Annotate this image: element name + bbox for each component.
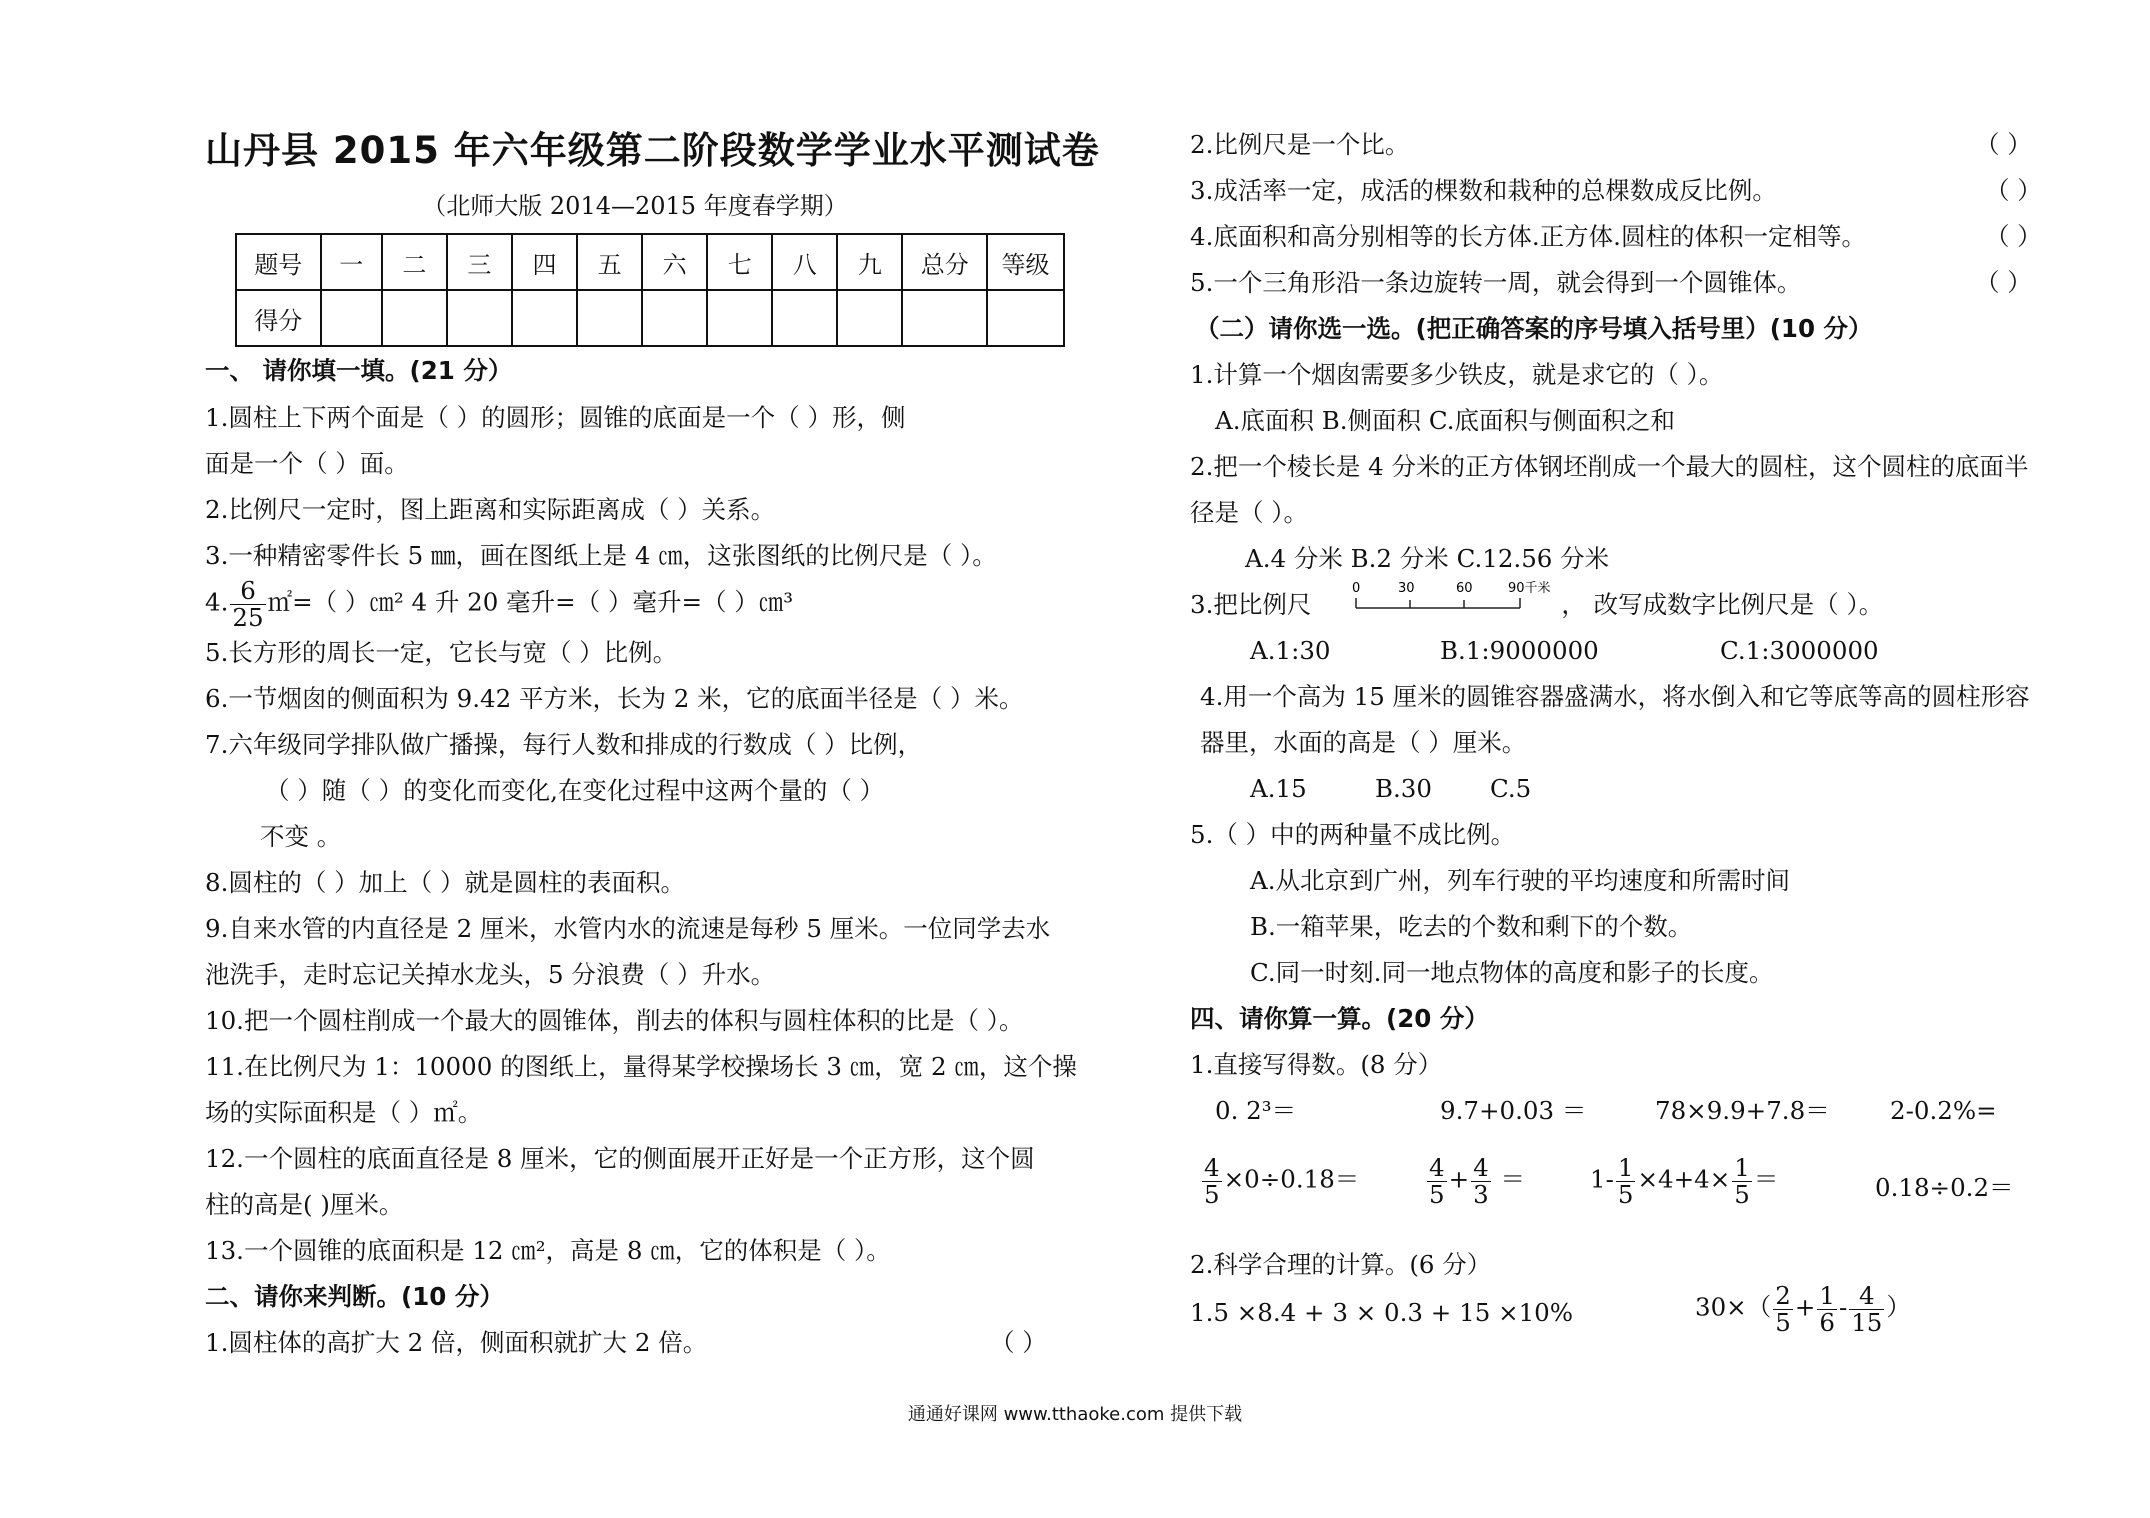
section-1-title: 一、 请你填一填。(21 分） <box>205 356 513 385</box>
question-line: 13.一个圆锥的底面积是 12 ㎝²，高是 8 ㎝，它的体积是（ ）。 <box>205 1236 891 1265</box>
score-table <box>235 233 1065 347</box>
score-cell: 五 <box>577 234 642 290</box>
score-input-cell[interactable] <box>837 290 902 346</box>
question-line: 池洗手，走时忘记关掉水龙头，5 分浪费（ ）升水。 <box>205 960 776 989</box>
fraction <box>1773 1283 1793 1335</box>
score-input-cell[interactable] <box>447 290 512 346</box>
option: A.1:30 <box>1250 636 1331 665</box>
ruler-label: 60 <box>1456 581 1473 596</box>
fraction-numerator: 1 <box>1617 1153 1634 1182</box>
judge-question: 3.成活率一定，成活的棵数和栽种的总棵数成反比例。 <box>1190 176 1777 205</box>
score-cell: 二 <box>382 234 447 290</box>
score-cell: 题号 <box>236 234 321 290</box>
fraction-numerator: 1 <box>1819 1281 1835 1310</box>
judge-question: 5.一个三角形沿一条边旋转一周，就会得到一个圆锥体。 <box>1190 268 1802 297</box>
score-cell: 等级 <box>987 234 1064 290</box>
calc-item <box>1590 1155 1778 1207</box>
calc-item: 1.5 ×8.4 + 3 × 0.3 + 15 ×10% <box>1190 1298 1574 1327</box>
answer-parentheses[interactable]: （ ） <box>1985 222 2042 251</box>
fraction <box>1817 1283 1837 1335</box>
fraction-denominator: 5 <box>1734 1179 1750 1209</box>
score-input-cell[interactable] <box>707 290 772 346</box>
score-cell: 九 <box>837 234 902 290</box>
calc-item: 30×（ $\frac{2}{5}$ + $\frac{1}{6}$ - $\frac{4}{15}$ ） <box>1695 1281 1911 1337</box>
fraction-denominator: 5 <box>1617 1179 1634 1209</box>
question-number: 4. <box>205 587 229 617</box>
calc-text: ＝ <box>1753 1164 1779 1194</box>
calc-text: 1- <box>1590 1164 1614 1194</box>
fraction <box>1849 1283 1884 1335</box>
score-input-cell[interactable] <box>772 290 837 346</box>
question-line: 10.把一个圆柱削成一个最大的圆锥体，削去的体积与圆柱体积的比是（ ）。 <box>205 1006 1024 1035</box>
score-cell: 四 <box>512 234 577 290</box>
options-line <box>1250 776 1531 803</box>
fraction-denominator: 5 <box>1429 1179 1445 1209</box>
fraction-numerator: 6 <box>230 578 265 605</box>
fraction-numerator: 2 <box>1775 1281 1791 1310</box>
subsection-title: 2.科学合理的计算。(6 分） <box>1190 1250 1492 1279</box>
fraction-denominator: 6 <box>1819 1307 1835 1337</box>
question-line: 6.一节烟囱的侧面积为 9.42 平方米，长为 2 米，它的底面半径是（ ）米。 <box>205 684 1024 713</box>
option: B.30 <box>1375 774 1432 803</box>
fraction-numerator: 1 <box>1734 1153 1750 1182</box>
score-cell: 一 <box>321 234 382 290</box>
question-line: 2.比例尺一定时，图上距离和实际距离成（ ）关系。 <box>205 495 776 524</box>
fraction-denominator: 3 <box>1473 1179 1489 1209</box>
calc-text: ×0÷0.18＝ <box>1223 1164 1360 1194</box>
options-line: B.一箱苹果，吃去的个数和剩下的个数。 <box>1250 912 1693 941</box>
answer-parentheses[interactable]: （ ） <box>990 1328 1047 1357</box>
fraction-denominator: 15 <box>1851 1307 1883 1337</box>
calc-text: ） <box>1886 1292 1911 1322</box>
footer-credit: 通通好课网 www.tthaoke.com 提供下载 <box>907 1404 1243 1425</box>
question-line <box>205 578 793 630</box>
score-cell: 得分 <box>236 290 321 346</box>
score-input-cell[interactable] <box>321 290 382 346</box>
calc-item: 2-0.2%= <box>1890 1096 1997 1125</box>
calc-item: 0. 2³＝ <box>1215 1096 1297 1125</box>
question-line: 不变 。 <box>260 822 342 851</box>
options-line: A.从北京到广州，列车行驶的平均速度和所需时间 <box>1250 866 1790 895</box>
question-line: 9.自来水管的内直径是 2 厘米，水管内水的流速是每秒 5 厘米。一位同学去水 <box>205 914 1051 943</box>
fraction-denominator: 5 <box>1775 1307 1791 1337</box>
option: C.1:3000000 <box>1720 636 1879 665</box>
judge-question: 1.圆柱体的高扩大 2 倍，侧面积就扩大 2 倍。 <box>205 1328 708 1357</box>
answer-parentheses[interactable]: （ ） <box>1985 176 2042 205</box>
exam-subtitle: （北师大版 2014—2015 年度春学期） <box>422 192 848 220</box>
question-line: 3.一种精密零件长 5 ㎜，画在图纸上是 4 ㎝，这张图纸的比例尺是（ ）。 <box>205 541 997 570</box>
fraction-numerator: 4 <box>1204 1153 1220 1182</box>
fraction <box>1427 1155 1447 1207</box>
score-input-cell[interactable] <box>382 290 447 346</box>
fraction-denominator: 25 <box>232 602 264 632</box>
question-line: 器里，水面的高是（ ）厘米。 <box>1200 728 1527 757</box>
calc-item: 0.18÷0.2＝ <box>1875 1173 2014 1202</box>
options-line: C.同一时刻.同一地点物体的高度和影子的长度。 <box>1250 958 1774 987</box>
calc-item <box>1200 1155 1359 1207</box>
section-2-title: 二、请你来判断。(10 分） <box>205 1282 504 1311</box>
question-line: 5.长方形的周长一定，它长与宽（ ）比例。 <box>205 638 678 667</box>
score-input-cell[interactable] <box>642 290 707 346</box>
question-line: 2.把一个棱长是 4 分米的正方体钢坯削成一个最大的圆柱，这个圆柱的底面半 <box>1190 452 2029 481</box>
fraction-numerator: 4 <box>1473 1153 1489 1182</box>
question-line: 8.圆柱的（ ）加上（ ）就是圆柱的表面积。 <box>205 868 685 897</box>
score-input-cell[interactable] <box>902 290 987 346</box>
question-line: 径是（ ）。 <box>1190 498 1309 527</box>
options-line <box>1250 638 1879 665</box>
score-cell: 六 <box>642 234 707 290</box>
question-line: 11.在比例尺为 1：10000 的图纸上，量得某学校操场长 3 ㎝，宽 2 ㎝，这个操 <box>205 1052 1077 1081</box>
question-line: 7.六年级同学排队做广播操，每行人数和排成的行数成（ ）比例， <box>205 730 923 759</box>
fraction <box>1732 1155 1752 1207</box>
calc-item: 9.7+0.03 ＝ <box>1440 1096 1587 1125</box>
calc-text: 30×（ <box>1695 1292 1772 1322</box>
question-line: 场的实际面积是（ ）㎡。 <box>205 1098 483 1127</box>
fraction <box>1616 1155 1636 1207</box>
subsection-title: 1.直接写得数。(8 分） <box>1190 1050 1443 1079</box>
calc-text: ×4+4× <box>1637 1164 1731 1194</box>
question-line: 4.用一个高为 15 厘米的圆锥容器盛满水，将水倒入和它等底等高的圆柱形容 <box>1200 682 2030 711</box>
options-line: A.底面积 B.侧面积 C.底面积与侧面积之和 <box>1215 406 1676 435</box>
option: C.5 <box>1490 774 1532 803</box>
ruler-label: 90千米 <box>1508 581 1551 596</box>
score-cell: 八 <box>772 234 837 290</box>
score-table-score-row <box>236 290 1064 346</box>
ruler-label: 30 <box>1398 581 1415 596</box>
score-cell: 总分 <box>902 234 987 290</box>
fraction-numerator: 4 <box>1849 1283 1884 1310</box>
exam-title: 山丹县 2015 年六年级第二阶段数学学业水平测试卷 <box>205 129 1100 172</box>
question-line: 1.圆柱上下两个面是（ ）的圆形；圆锥的底面是一个（ ）形，侧 <box>205 403 906 432</box>
question-text: ㎡=（ ）㎝² 4 升 20 毫升=（ ）毫升=（ ）㎝³ <box>267 587 794 617</box>
fraction-denominator: 5 <box>1204 1179 1220 1209</box>
score-cell: 七 <box>707 234 772 290</box>
question-line: 柱的高是( )厘米。 <box>205 1190 404 1219</box>
question-line: 5.（ ）中的两种量不成比例。 <box>1190 820 1516 849</box>
fraction <box>230 578 265 630</box>
question-text: 3.把比例尺 <box>1190 590 1312 619</box>
answer-parentheses[interactable]: （ ） <box>1975 268 2032 297</box>
option: A.15 <box>1250 774 1307 803</box>
option: B.1:9000000 <box>1440 636 1599 665</box>
calc-item: $\frac{4}{5}$ + $\frac{4}{3}$ ＝ <box>1429 1153 1526 1209</box>
score-input-cell[interactable] <box>512 290 577 346</box>
question-line: 12.一个圆柱的底面直径是 8 厘米，它的侧面展开正好是一个正方形，这个圆 <box>205 1144 1035 1173</box>
options-line: A.4 分米 B.2 分米 C.12.56 分米 <box>1245 544 1610 573</box>
score-input-cell[interactable] <box>577 290 642 346</box>
question-line: 1.计算一个烟囱需要多少铁皮，就是求它的（ ）。 <box>1190 360 1724 389</box>
judge-question: 2.比例尺是一个比。 <box>1190 130 1410 159</box>
fraction <box>1471 1155 1491 1207</box>
fraction-numerator: 4 <box>1429 1153 1445 1182</box>
judge-question: 4.底面积和高分别相等的长方体.正方体.圆柱的体积一定相等。 <box>1190 222 1866 251</box>
score-table-header-row <box>236 234 1064 290</box>
section-4-title: 四、请你算一算。(20 分） <box>1190 1004 1489 1033</box>
calc-item: 78×9.9+7.8＝ <box>1655 1096 1830 1125</box>
scale-ruler-figure <box>1348 578 1578 618</box>
score-cell: 三 <box>447 234 512 290</box>
fraction <box>1202 1155 1222 1207</box>
question-line: （ ）随（ ）的变化而变化,在变化过程中这两个量的（ ） <box>265 776 885 805</box>
ruler-label: 0 <box>1352 581 1361 596</box>
question-line: 面是一个（ ）面。 <box>205 449 409 478</box>
question-text: ， 改写成数字比例尺是（ ）。 <box>1561 590 1884 619</box>
choice-section-title: （二）请你选一选。(把正确答案的序号填入括号里）(10 分） <box>1195 314 1873 343</box>
answer-parentheses[interactable]: （ ） <box>1975 130 2032 159</box>
score-input-cell[interactable] <box>987 290 1064 346</box>
